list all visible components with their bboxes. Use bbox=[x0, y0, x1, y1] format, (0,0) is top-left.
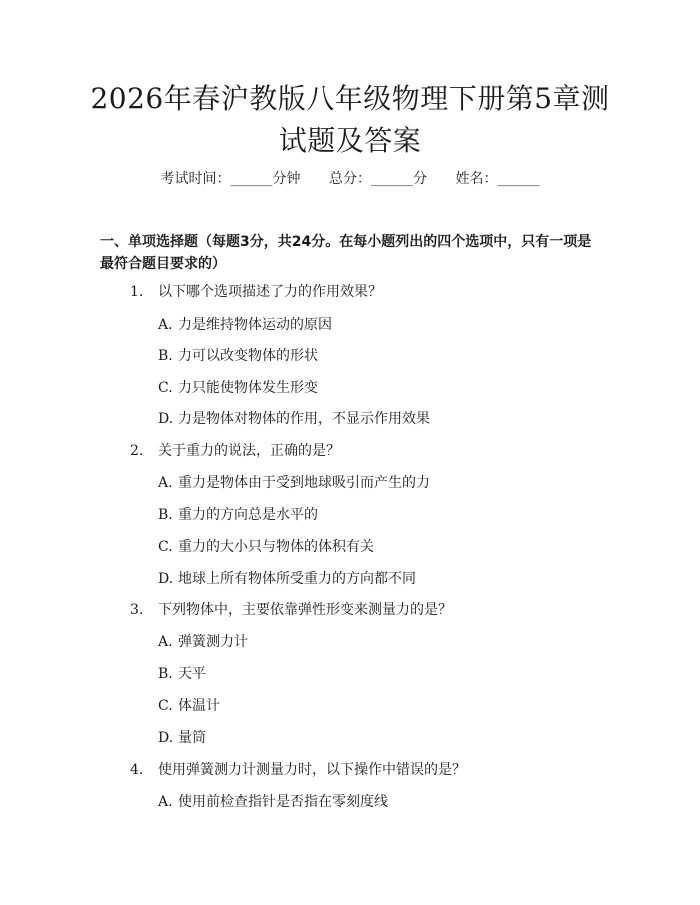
option-text: 力可以改变物体的形状 bbox=[178, 348, 318, 364]
option-3a bbox=[158, 632, 248, 652]
option-label: A. bbox=[158, 317, 173, 333]
option-label: B. bbox=[158, 348, 173, 364]
question-number: 1. bbox=[130, 284, 144, 300]
option-1c bbox=[158, 378, 318, 398]
option-text: 天平 bbox=[178, 666, 206, 682]
option-label: A. bbox=[158, 634, 173, 650]
option-text: 使用前检查指针是否指在零刻度线 bbox=[178, 794, 388, 810]
option-label: D. bbox=[158, 411, 174, 427]
exam-info-line bbox=[0, 168, 700, 188]
option-label: C. bbox=[158, 380, 173, 396]
option-text: 量筒 bbox=[178, 730, 206, 746]
question-3 bbox=[130, 600, 452, 620]
question-4 bbox=[130, 760, 466, 780]
student-name-field: 姓名：______ bbox=[455, 171, 540, 187]
option-text: 体温计 bbox=[178, 698, 220, 714]
option-1b bbox=[158, 346, 318, 366]
question-text: 关于重力的说法，正确的是？ bbox=[158, 443, 340, 459]
option-text: 力是维持物体运动的原因 bbox=[178, 317, 332, 333]
option-text: 弹簧测力计 bbox=[178, 634, 248, 650]
question-number: 3. bbox=[130, 602, 144, 618]
document-title: 2026年春沪教版八年级物理下册第5章测试题及答案 bbox=[90, 82, 610, 157]
option-3d bbox=[158, 728, 206, 748]
option-1d bbox=[158, 409, 430, 429]
option-1a bbox=[158, 315, 332, 335]
question-1 bbox=[130, 282, 382, 302]
option-2a bbox=[158, 473, 430, 493]
question-text: 使用弹簧测力计测量力时，以下操作中错误的是？ bbox=[158, 762, 466, 778]
question-number: 2. bbox=[130, 443, 144, 459]
option-label: C. bbox=[158, 698, 173, 714]
option-text: 力只能使物体发生形变 bbox=[178, 380, 318, 396]
option-label: C. bbox=[158, 539, 173, 555]
question-2 bbox=[130, 441, 340, 461]
option-label: A. bbox=[158, 475, 173, 491]
question-text: 下列物体中，主要依靠弹性形变来测量力的是？ bbox=[158, 602, 452, 618]
option-3c bbox=[158, 696, 220, 716]
exam-time-field: 考试时间：______分钟 bbox=[160, 171, 301, 187]
option-label: B. bbox=[158, 666, 173, 682]
option-text: 力是物体对物体的作用，不显示作用效果 bbox=[178, 411, 430, 427]
section-heading: 一、单项选择题（每题3分，共24分。在每小题列出的四个选项中，只有一项是最符合题目要求的） bbox=[100, 234, 592, 272]
option-text: 重力的大小只与物体的体积有关 bbox=[178, 539, 374, 555]
option-2b bbox=[158, 505, 318, 525]
option-label: D. bbox=[158, 730, 174, 746]
option-2d bbox=[158, 569, 416, 589]
option-label: D. bbox=[158, 571, 174, 587]
option-2c bbox=[158, 537, 374, 557]
question-text: 以下哪个选项描述了力的作用效果？ bbox=[158, 284, 382, 300]
question-number: 4. bbox=[130, 762, 144, 778]
option-3b bbox=[158, 664, 206, 684]
option-text: 重力是物体由于受到地球吸引而产生的力 bbox=[178, 475, 430, 491]
option-text: 地球上所有物体所受重力的方向都不同 bbox=[178, 571, 416, 587]
option-4a bbox=[158, 792, 388, 812]
total-score-field: 总分：______分 bbox=[329, 171, 427, 187]
option-text: 重力的方向总是水平的 bbox=[178, 507, 318, 523]
option-label: B. bbox=[158, 507, 173, 523]
option-label: A. bbox=[158, 794, 173, 810]
